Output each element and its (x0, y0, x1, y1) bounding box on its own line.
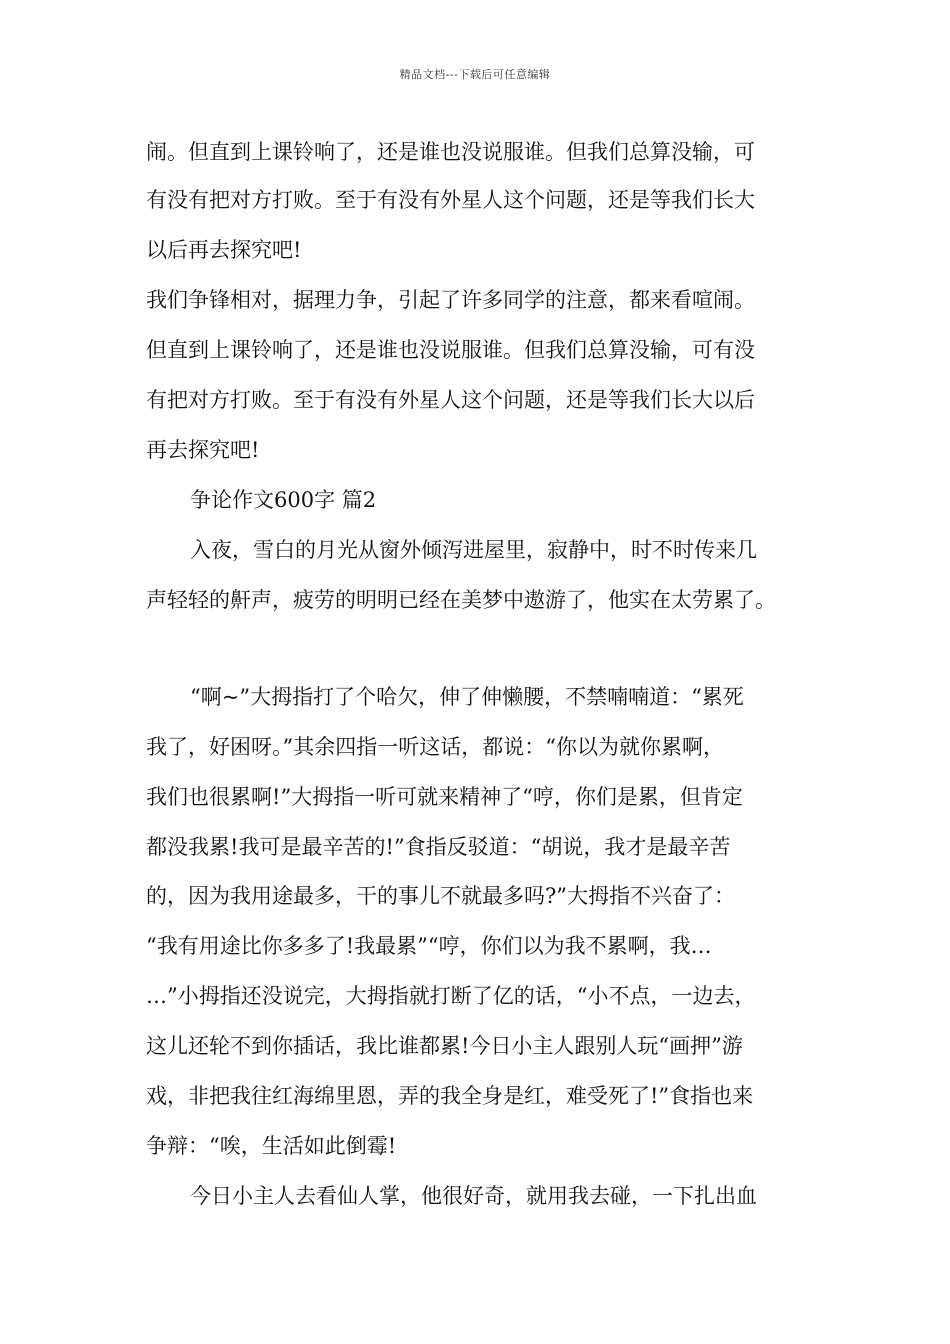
text-line: 我们也很累啊!”大拇指一听可就来精神了“哼，你们是累，但肯定 (146, 785, 743, 809)
text-line: 有把对方打败。至于有没有外星人这个问题，还是等我们长大以后 (146, 388, 755, 412)
text-line: 再去探究吧! (146, 438, 260, 462)
text-line: 有没有把对方打败。至于有没有外星人这个问题，还是等我们长大 (146, 188, 755, 212)
text-line: 这儿还轮不到你插话，我比谁都累!今日小主人跟别人玩“画押”游 (146, 1034, 743, 1058)
text-line: 但直到上课铃响了，还是谁也没说服谁。但我们总算没输，可有没 (146, 338, 755, 362)
text-line: 戏，非把我往红海绵里恩，弄的我全身是红，难受死了!”食指也来 (146, 1084, 754, 1108)
text-line: 闹。但直到上课铃响了，还是谁也没说服谁。但我们总算没输，可 (146, 140, 755, 164)
text-line: 入夜，雪白的月光从窗外倾泻进屋里，寂静中，时不时传来几 (190, 538, 757, 562)
page-header: 精品文档---下载后可任意编辑 (399, 68, 551, 81)
section-heading: 争论作文600字 篇2 (190, 488, 377, 512)
text-line: “我有用途比你多多了!我最累”“哼，你们以为我不累啊，我… (146, 934, 712, 958)
text-line: 以后再去探究吧! (146, 238, 302, 262)
text-line: 我们争锋相对，据理力争，引起了许多同学的注意，都来看喧闹。 (146, 288, 755, 312)
text-line: …”小拇指还没说完，大拇指就打断了亿的话，“小不点，一边去， (146, 984, 756, 1008)
text-line: 声轻轻的鼾声，疲劳的明明已经在美梦中遨游了，他实在太劳累了。 (146, 588, 776, 612)
text-line: 今日小主人去看仙人掌，他很好奇，就用我去碰，一下扎出血 (190, 1184, 757, 1208)
text-line: 的，因为我用途最多，干的事儿不就最多吗?”大拇指不兴奋了： (146, 884, 735, 908)
text-line: 争辩：“唉，生活如此倒霉! (146, 1134, 397, 1158)
text-line: “啊~”大拇指打了个哈欠，伸了伸懒腰，不禁喃喃道：“累死 (190, 685, 744, 709)
text-line: 我了，好困呀。”其余四指一听这话，都说：“你以为就你累啊， (146, 735, 724, 759)
text-line: 都没我累!我可是最辛苦的!”食指反驳道：“胡说，我才是最辛苦 (146, 835, 731, 859)
